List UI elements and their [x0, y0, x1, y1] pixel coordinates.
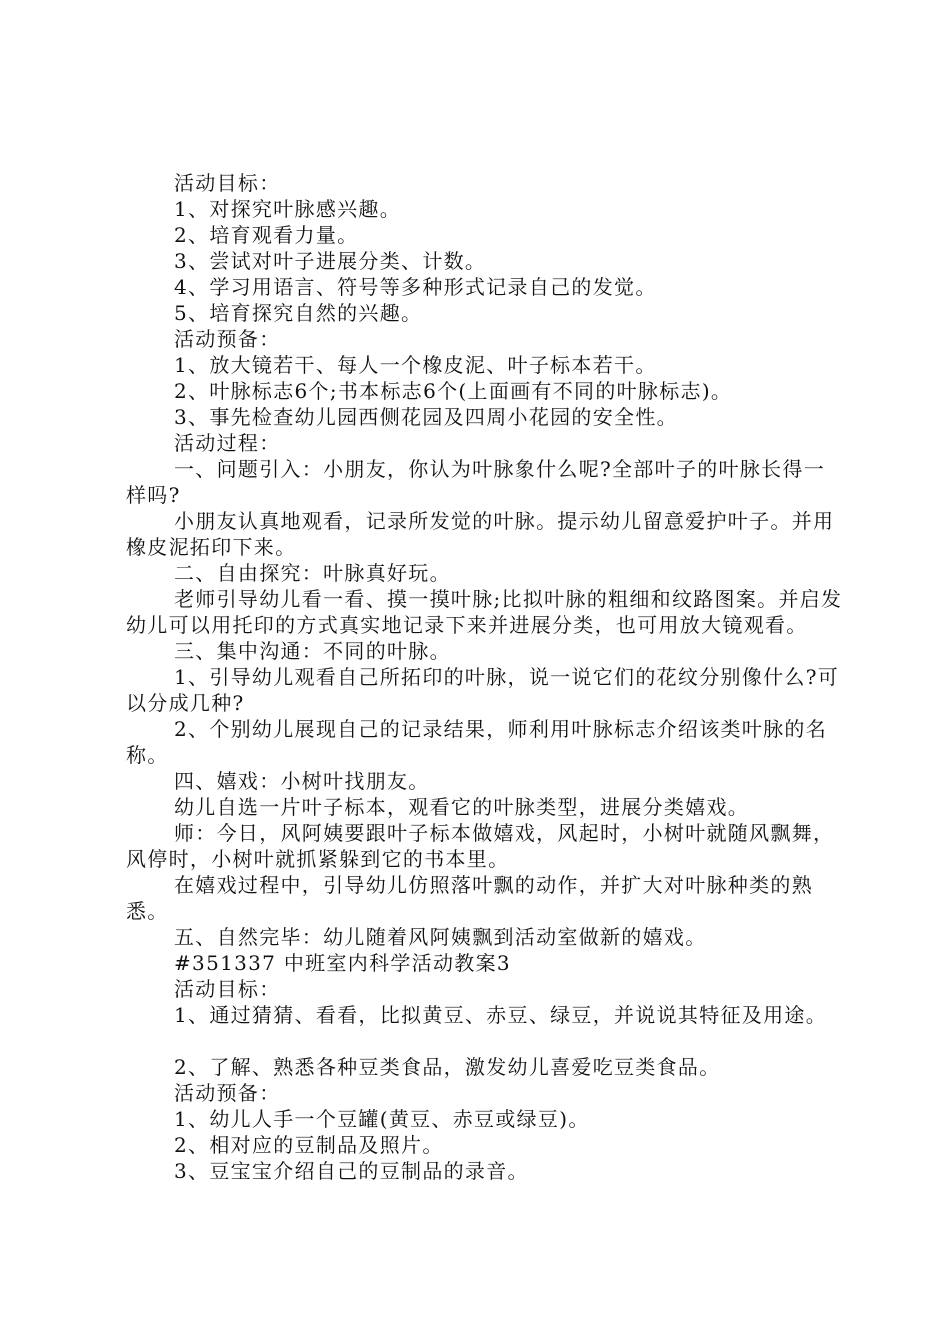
text-line: 3、尝试对叶子进展分类、计数。	[174, 249, 487, 273]
text-line: 五、自然完毕：幼儿随着风阿姨飘到活动室做新的嬉戏。	[174, 925, 707, 949]
text-line: 活动预备：	[174, 327, 281, 351]
text-line: 活动目标：	[174, 171, 281, 195]
text-line: 小朋友认真地观看，记录所发觉的叶脉。提示幼儿留意爱护叶子。并用橡皮泥拓印下来。	[126, 509, 835, 559]
text-line: 一、问题引入：小朋友，你认为叶脉象什么呢?全部叶子的叶脉长得一样吗?	[126, 457, 826, 507]
text-line: 1、幼儿人手一个豆罐(黄豆、赤豆或绿豆)。	[174, 1107, 590, 1131]
text-line: 4、学习用语言、符号等多种形式记录自己的发觉。	[174, 275, 657, 299]
text-line: #351337 中班室内科学活动教案3	[174, 951, 511, 975]
text-line: 2、了解、熟悉各种豆类食品，激发幼儿喜爱吃豆类食品。	[174, 1055, 721, 1079]
text-line: 2、个别幼儿展现自己的记录结果，师利用叶脉标志介绍该类叶脉的名称。	[126, 717, 828, 767]
text-line: 1、放大镜若干、每人一个橡皮泥、叶子标本若干。	[174, 353, 657, 377]
text-line: 5、培育探究自然的兴趣。	[174, 301, 423, 325]
text-line: 2、叶脉标志6个;书本标志6个(上面画有不同的叶脉标志)。	[174, 379, 733, 403]
text-line: 1、通过猜猜、看看，比拟黄豆、赤豆、绿豆，并说说其特征及用途。	[174, 1003, 828, 1027]
text-line: 2、相对应的豆制品及照片。	[174, 1133, 444, 1157]
text-line: 三、集中沟通：不同的叶脉。	[174, 639, 451, 663]
document-body	[126, 170, 846, 1184]
text-line: 活动过程：	[174, 431, 281, 455]
text-line: 1、对探究叶脉感兴趣。	[174, 197, 402, 221]
blank-line	[126, 1028, 846, 1054]
text-line: 活动目标：	[174, 977, 281, 1001]
text-line: 在嬉戏过程中，引导幼儿仿照落叶飘的动作，并扩大对叶脉种类的熟悉。	[126, 873, 813, 923]
text-line: 3、豆宝宝介绍自己的豆制品的录音。	[174, 1159, 529, 1183]
text-line: 老师引导幼儿看一看、摸一摸叶脉;比拟叶脉的粗细和纹路图案。并启发幼儿可以用托印的方式真实地记录下来并进展分类，也可用放大镜观看。	[126, 587, 843, 637]
text-line: 师：今日，风阿姨要跟叶子标本做嬉戏，风起时，小树叶就随风飘舞，风停时，小树叶就抓紧躲到它的书本里。	[126, 821, 835, 871]
text-line: 四、嬉戏：小树叶找朋友。	[174, 769, 430, 793]
text-line: 二、自由探究：叶脉真好玩。	[174, 561, 451, 585]
text-line: 3、事先检查幼儿园西侧花园及四周小花园的安全性。	[174, 405, 678, 429]
text-line: 活动预备：	[174, 1081, 281, 1105]
text-line: 幼儿自选一片叶子标本，观看它的叶脉类型，进展分类嬉戏。	[174, 795, 750, 819]
text-line: 2、培育观看力量。	[174, 223, 359, 247]
text-line: 1、引导幼儿观看自己所拓印的叶脉，说一说它们的花纹分别像什么?可以分成几种?	[126, 665, 840, 715]
